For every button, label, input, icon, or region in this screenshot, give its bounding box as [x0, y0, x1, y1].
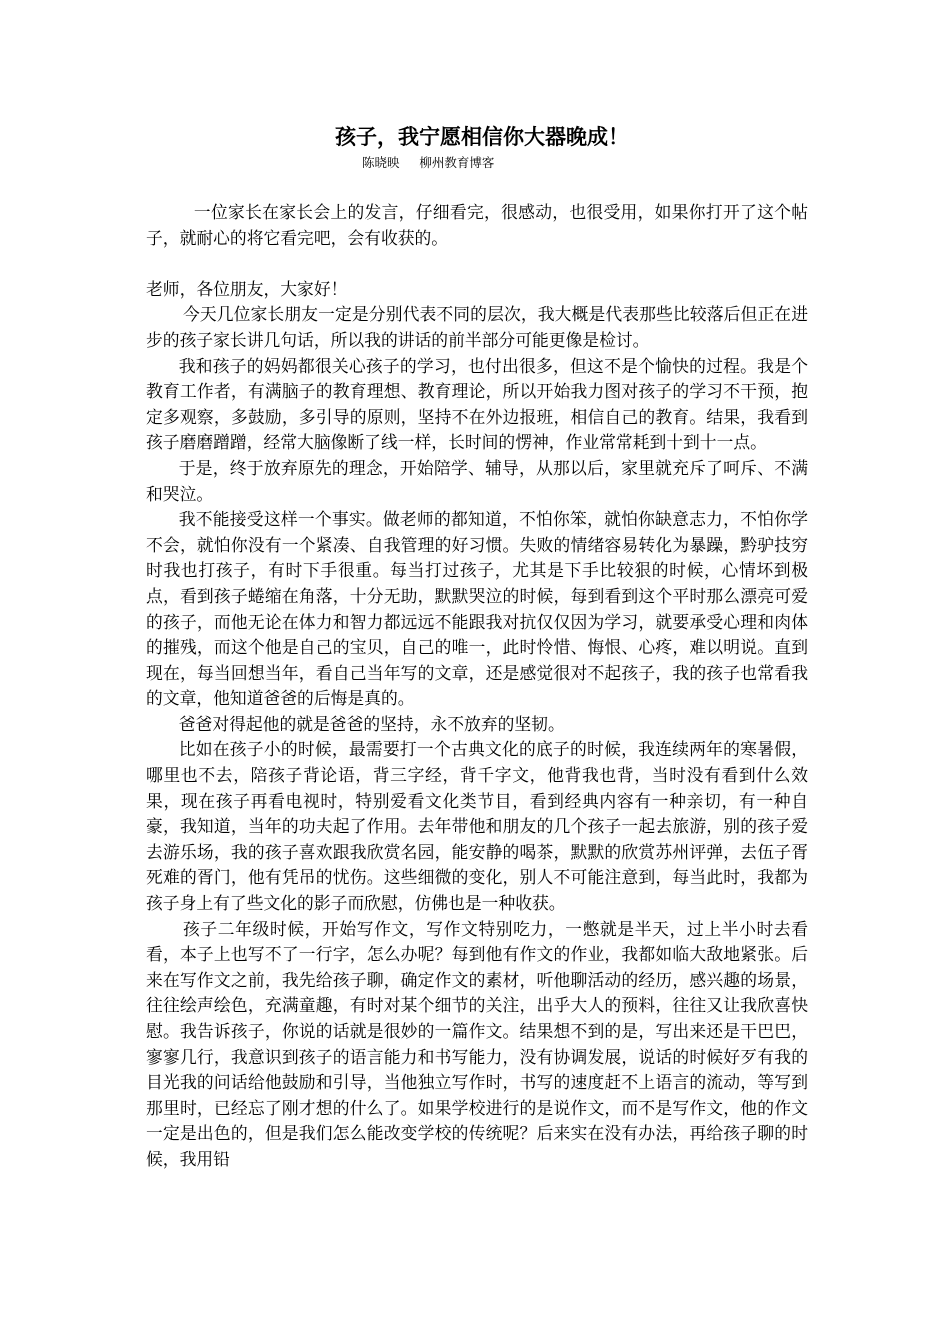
body-text [146, 302, 808, 1172]
intro-paragraph: 一位家长在家长会上的发言，仔细看完，很感动，也很受用，如果你打开了这个帖子，就耐心的将它看完吧，会有收获的。 [146, 202, 808, 248]
document-title: 孩子，我宁愿相信你大器晚成！ [335, 124, 629, 149]
byline [362, 154, 808, 172]
author-name: 陈晓映 [362, 155, 400, 170]
greeting-line: 老师，各位朋友，大家好！ [146, 278, 348, 299]
body-paragraph: 比如在孩子小的时候，最需要打一个古典文化的底子的时候，我连续两年的寒暑假，哪里也不去，陪孩子背论语，背三字经，背千字文，他背我也背，当时没有看到什么效果，现在孩子再看电视时，特别爱看文化类节目，看到经典内容有一种亲切，有一种自豪，我知道，当年的功夫起了作用。去年带他和朋友的几个孩子一起去旅游，别的孩子爱去游乐场，我的孩子喜欢跟我欣赏名园，能安静的喝茶，默默的欣赏苏州评弹，去伍子胥死难的胥门，他有凭吊的忧伤。这些细微的变化，别人不可能注意到，每当此时，我都为孩子身上有了些文化的影子而欣慰，仿佛也是一种收获。 [146, 739, 808, 914]
body-paragraph: 我不能接受这样一个事实。做老师的都知道，不怕你笨，就怕你缺意志力，不怕你学不会，就怕你没有一个紧凑、自我管理的好习惯。失败的情绪容易转化为暴躁，黔驴技穷时我也打孩子，有时下手很重。每当打过孩子，尤其是下手比较狠的时候，心情坏到极点，看到孩子蜷缩在角落，十分无助，默默哭泣的时候，每到看到这个平时那么漂亮可爱的孩子，而他无论在体力和智力都远远不能跟我对抗仅仅因为学习，就要承受心理和肉体的摧残，而这个他是自己的宝贝，自己的唯一，此时怜惜、悔恨、心疼，难以明说。直到现在，每当回想当年，看自己当年写的文章，还是感觉很对不起孩子，我的孩子也常看我的文章，他知道爸爸的后悔是真的。 [146, 509, 808, 709]
body-paragraph: 今天几位家长朋友一定是分别代表不同的层次，我大概是代表那些比较落后但正在进步的孩子家长讲几句话，所以我的讲话的前半部分可能更像是检讨。 [146, 304, 808, 350]
document-page [146, 122, 808, 1173]
source-name: 柳州教育博客 [419, 155, 495, 170]
body-paragraph: 我和孩子的妈妈都很关心孩子的学习，也付出很多，但这不是个愉快的过程。我是个教育工作者，有满脑子的教育理想、教育理论，所以开始我力图对孩子的学习不干预，抱定多观察，多鼓励，多引导的原则，坚持不在外边报班，相信自己的教育。结果，我看到孩子磨磨蹭蹭，经常大脑像断了线一样，长时间的愣神，作业常常耗到十到十一点。 [146, 355, 808, 453]
body-paragraph: 孩子二年级时候，开始写作文，写作文特别吃力，一憋就是半天，过上半小时去看看，本子上也写不了一行字，怎么办呢？每到他有作文的作业，我都如临大敌地紧张。后来在写作文之前，我先给孩子聊，确定作文的素材，听他聊活动的经历，感兴趣的场景，往往绘声绘色，充满童趣，有时对某个细节的关注，出乎大人的预料，往往又让我欣喜快慰。我告诉孩子，你说的话就是很妙的一篇作文。结果想不到的是，写出来还是干巴巴，寥寥几行，我意识到孩子的语言能力和书写能力，没有协调发展，说话的时候好歹有我的目光我的问话给他鼓励和引导，当他独立写作时，书写的速度赶不上语言的流动，等写到那里时，已经忘了刚才想的什么了。如果学校进行的是说作文，而不是写作文，他的作文一定是出色的，但是我们怎么能改变学校的传统呢？后来实在没有办法，再给孩子聊的时候，我用铅 [146, 918, 808, 1169]
body-paragraph: 爸爸对得起他的就是爸爸的坚持，永不放弃的坚韧。 [178, 713, 565, 734]
intro-section [146, 200, 808, 251]
body-paragraph: 于是，终于放弃原先的理念，开始陪学、辅导，从那以后，家里就充斥了呵斥、不满和哭泣。 [146, 457, 808, 504]
